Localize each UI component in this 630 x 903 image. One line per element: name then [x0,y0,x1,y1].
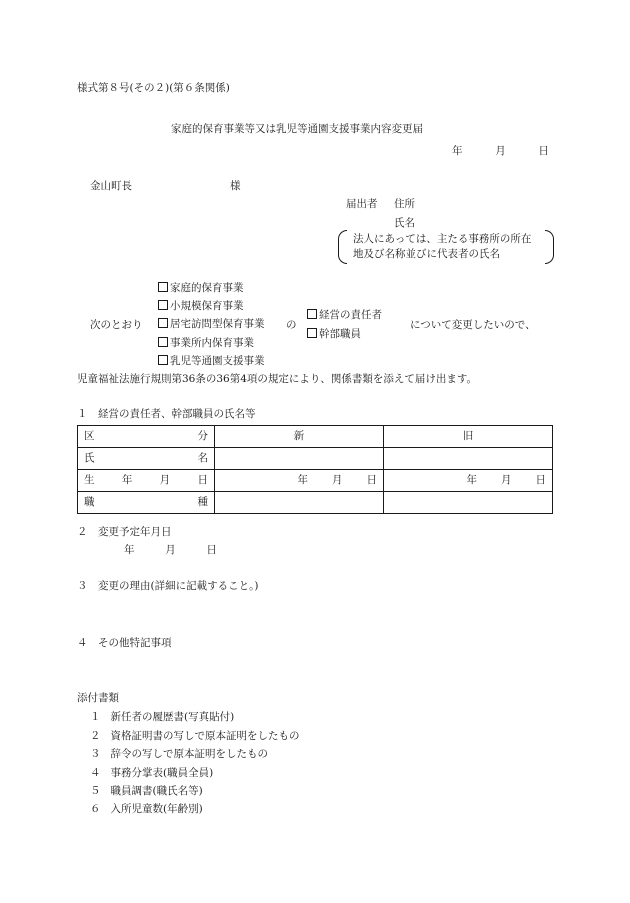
business-option-1[interactable]: 家庭的保育事業 [158,282,244,295]
old-dob-cell[interactable]: 年 月 日 [384,470,553,492]
corporate-note-bracket [338,230,554,264]
section4-heading: ４ その他特記事項 [77,637,172,649]
officer-info-table [77,425,553,514]
corporate-note-line2: 地及び名称並びに代表者の氏名 [353,248,500,260]
selection-prefix: 次のとおり [90,319,143,331]
selection-particle: の [286,319,297,331]
table-row [78,470,553,492]
table-row [78,448,553,470]
section3-heading: ３ 変更の理由(詳細に記載すること。) [77,580,259,592]
header-category-cell: 区 分 [78,426,215,448]
document-title: 家庭的保育事業等又は乳児等通園支援事業内容変更届 [171,123,423,135]
section2-heading: ２ 変更予定年月日 [77,526,172,538]
business-option-2[interactable]: 小規模保育事業 [158,300,244,313]
checkbox-icon [158,337,168,347]
list-item: ５ 職員調書(職氏名等) [90,785,203,797]
header-old-cell: 旧 [384,426,553,448]
name-row-label: 氏 名 [78,448,215,470]
list-item: １ 新任者の履歴書(写真貼付) [90,711,235,723]
position-row-label: 職 種 [78,492,215,514]
header-new-cell: 新 [215,426,384,448]
business-option-3[interactable]: 居宅訪問型保育事業 [158,318,265,331]
checkbox-icon [158,300,168,310]
form-number: 様式第８号(その２)(第６条関係) [77,82,230,94]
role-option-2[interactable]: 幹部職員 [307,328,361,341]
section1-heading: １ 経営の責任者、幹部職員の氏名等 [77,408,256,420]
checkbox-icon [307,309,317,319]
checkbox-icon [158,282,168,292]
name-label: 氏名 [394,217,415,229]
list-item: ６ 入所児童数(年齢別) [90,803,203,815]
dob-row-label: 生 年 月 日 [78,470,215,492]
checkbox-icon [158,318,168,328]
month-label: 月 [495,145,506,157]
day-label: 日 [538,145,549,157]
new-dob-cell[interactable]: 年 月 日 [215,470,384,492]
statement: 児童福祉法施行規則第36条の36第4項の規定により、関係書類を添えて届け出ます。 [77,373,478,385]
list-item: ３ 辞令の写しで原本証明をしたもの [90,748,268,760]
checkbox-icon [307,328,317,338]
new-name-cell[interactable] [215,448,384,470]
change-date: 年 月 日 [124,544,217,556]
year-label: 年 [452,145,463,157]
table-header-row [78,426,553,448]
business-option-4[interactable]: 事業所内保育事業 [158,337,254,350]
attachments-heading: 添付書類 [77,692,119,704]
selection-suffix: について変更したいので、 [410,319,536,331]
address-label: 住所 [394,198,415,210]
applicant-label: 届出者 [346,198,378,210]
submission-date [452,145,549,158]
business-option-5[interactable]: 乳児等通園支援事業 [158,355,265,368]
addressee-name: 金山町長 [90,180,132,192]
corporate-note-line1: 法人にあっては、主たる事務所の所在 [353,233,532,245]
role-option-1[interactable]: 経営の責任者 [307,309,382,322]
list-item: ４ 事務分掌表(職員全員) [90,767,214,779]
addressee-honorific: 様 [230,180,241,192]
list-item: ２ 資格証明書の写しで原本証明をしたもの [90,730,300,742]
table-row [78,492,553,514]
old-position-cell[interactable] [384,492,553,514]
checkbox-icon [158,355,168,365]
new-position-cell[interactable] [215,492,384,514]
old-name-cell[interactable] [384,448,553,470]
